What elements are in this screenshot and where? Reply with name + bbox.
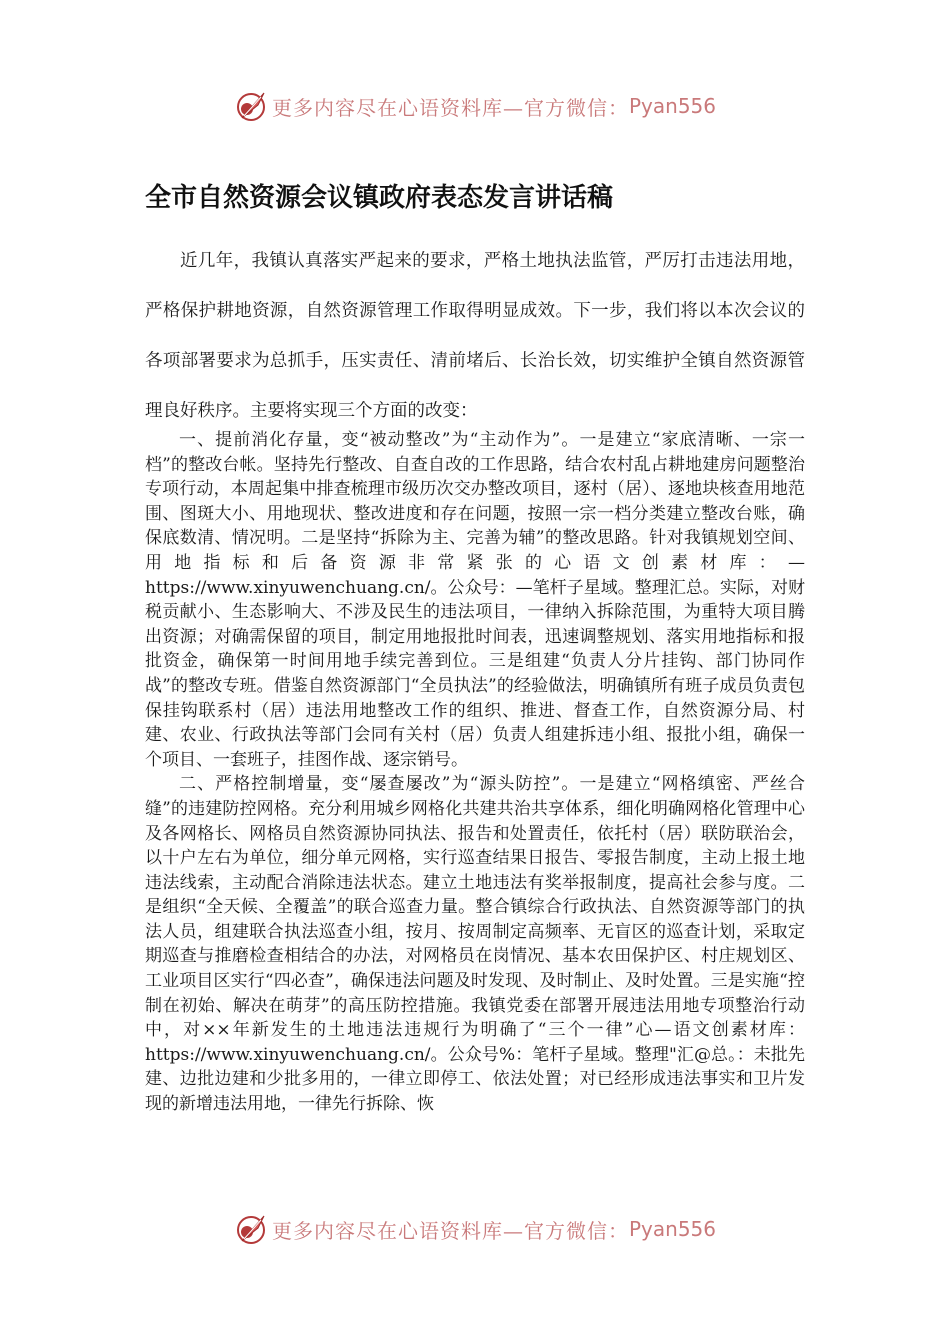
banner-handle: Pyan556	[628, 94, 716, 118]
paragraph-one: 一、提前消化存量，变“被动整改”为“主动作为”。一是建立“家底清晰、一宗一档”的整改台帐。坚持先行整改、自查自改的工作思路，结合农村乱占耕地建房问题整治专项行动，本周起集中排查梳理市级历次交办整改项目，逐村（居）、逐地块核查用地范围、图斑大小、用地现状、整改进度和存在问题，按照一宗一档分类建立整改台账，确保底数清、情况明。二是坚持“拆除为主、完善为辅”的整改思路。针对我镇规划空间、用地指标和后备资源非常紧张的心语文创素材库：—https://www.xinyuwenchuang.cn/。公众号：—笔杆子星域。整理汇总。实际，对财税贡献小、生态影响大、不涉及民生的违法项目，一律纳入拆除范围，为重特大项目腾出资源；对确需保留的项目，制定用地报批时间表，迅速调整规划、落实用地指标和报批资金，确保第一时间用地手续完善到位。三是组建“负责人分片挂钩、部门协同作战”的整改专班。借鉴自然资源部门“全员执法”的经验做法，明确镇所有班子成员负责包保挂钩联系村（居）违法用地整改工作的组织、推进、督查工作，自然资源分局、村建、农业、行政执法等部门会同有关村（居）负责人组建拆违小组、报批小组，确保一个项目、一套班子，挂图作战、逐宗销号。	[145, 430, 805, 770]
body-text	[145, 428, 805, 1183]
paragraph-two: 二、严格控制增量，变“屡查屡改”为“源头防控”。一是建立“网格缜密、严丝合缝”的违建防控网格。充分利用城乡网格化共建共治共享体系，细化明确网格化管理中心及各网格长、网格员自然资源协同执法、报告和处置责任，依托村（居）联防联治会，以十户左右为单位，细分单元网格，实行巡查结果日报告、零报告制度，主动上报土地违法线索，主动配合消除违法状态。建立土地违法有奖举报制度，提高社会参与度。二是组织“全天候、全覆盖”的联合巡查力量。整合镇综合行政执法、自然资源等部门的执法人员，组建联合执法巡查小组，按月、按周制定高频率、无盲区的巡查计划，采取定期巡查与推磨检查相结合的办法，对网格员在岗情况、基本农田保护区、村庄规划区、工业项目区实行“四必查”，确保违法问题及时发现、及时制止、及时处置。三是实施“控制在初始、解决在萌芽”的高压防控措施。我镇党委在部署开展违法用地专项整治行动中，对××年新发生的土地违法违规行为明确了“三个一律”心—语文创素材库：https://www.xinyuwenchuang.cn/。公众号%：笔杆子星域。整理"汇@总。：未批先建、边批边建和少批多用的，一律立即停工、依法处置；对已经形成违法事实和卫片发现的新增违法用地，一律先行拆除、恢	[145, 774, 805, 1115]
intro-paragraph: 近几年，我镇认真落实严起来的要求，严格土地执法监管，严厉打击违法用地，严格保护耕地资源，自然资源管理工作取得明显成效。下一步，我们将以本次会议的各项部署要求为总抓手，压实责任、清前堵后、长治长效，切实维护全镇自然资源管理良好秩序。主要将实现三个方面的改变：	[145, 251, 805, 421]
banner-text: 更多内容尽在心语资料库—官方微信：	[271, 1218, 629, 1243]
header-banner	[0, 84, 950, 128]
banner-handle: Pyan556	[628, 1217, 716, 1241]
quill-logo-icon	[234, 1212, 268, 1246]
banner-text: 更多内容尽在心语资料库—官方微信：	[271, 95, 629, 120]
footer-banner	[0, 1207, 950, 1251]
document-title: 全市自然资源会议镇政府表态发言讲话稿	[145, 183, 614, 213]
quill-logo-icon	[234, 89, 268, 123]
